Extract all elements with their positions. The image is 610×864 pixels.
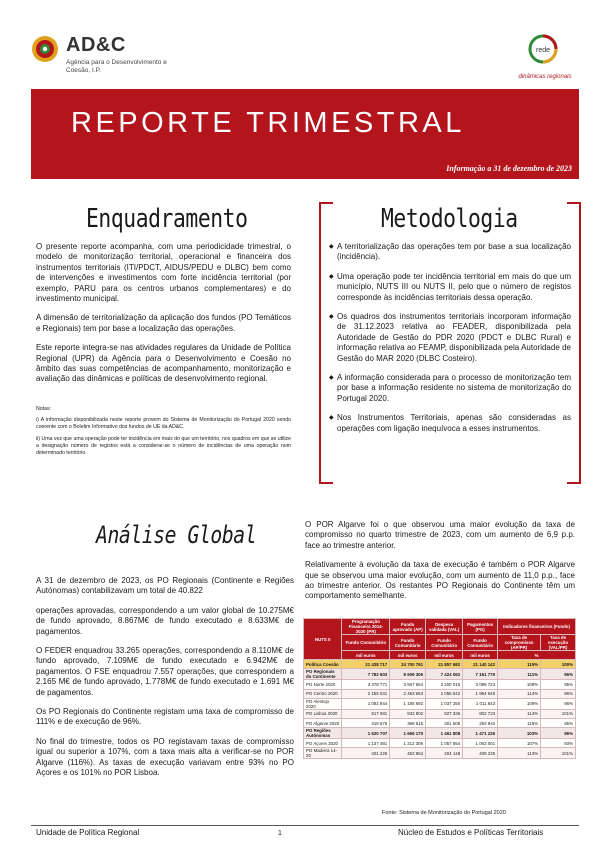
cell-taxa-execucao: 96% <box>541 698 576 709</box>
cell-programacao: 2 155 031 <box>342 689 390 698</box>
cell-validada: 404 148 <box>426 748 463 759</box>
adc-emblem-icon <box>30 34 60 64</box>
paragraph: O presente reporte acompanha, com uma periodicidade trimestral, o modelo de monitorização territorial, operacional e financeira dos instrumentos territoriais (ITI/PDCT, AIDUS/PEDU e DLBC) bem como de intervenções e investimentos com forte incidência territorial (por exemplo, PARU para os centros urbanos complementares) e do investimento municipal. <box>36 242 291 304</box>
cell-pagamentos: 408 225 <box>463 748 498 759</box>
subheader-rate-compromisso: Taxa de compromisso (AP/PR) <box>498 635 541 651</box>
row-name: PO Regionais do Continente <box>304 669 342 680</box>
cell-pagamentos: 292 943 <box>463 718 498 727</box>
cell-aprovado: 1 666 170 <box>390 728 426 739</box>
financial-indicators-table <box>303 618 576 759</box>
subheader-fc: Fundo Comunitário <box>426 635 463 651</box>
rede-emblem-icon <box>528 34 558 64</box>
cell-taxa-compromisso: 109% <box>498 680 541 689</box>
cell-validada: 1 057 654 <box>426 739 463 748</box>
paragraph: O FEDER enquadrou 33.265 operações, correspondendo a 8.110M€ de fundo aprovado, 7.109M€ de fundo executado e 6.942M€ de pagamentos. O FSE enquadrou 7.557 operações, que correspondem a 2.165 M€ de fundo aprovado, 1.778M€ de fundo executado e 1.691 M€ de pagamentos. <box>36 646 294 697</box>
cell-aprovado: 369 515 <box>390 718 426 727</box>
cell-taxa-compromisso: 113% <box>498 748 541 759</box>
footer-left: Unidade de Política Regional <box>36 828 140 837</box>
cell-programacao: 318 676 <box>342 718 390 727</box>
list-item: ◆ A territorialização das operações tem por base a sua localização (incidência). <box>329 242 571 262</box>
cell-validada: 7 424 062 <box>426 669 463 680</box>
cell-validada: 3 200 015 <box>426 680 463 689</box>
unit-label: mil euros <box>342 651 390 660</box>
rede-logo <box>500 34 590 84</box>
paragraph: A 31 de dezembro de 2023, os PO Regionais (Continente e Regiões Autónomas) contabilizavam um total de 40.822 <box>36 576 294 596</box>
col-header-programacao: Programação Financeira 2014-2020 (PR) <box>342 619 390 635</box>
row-name: Política Coesão <box>304 660 342 669</box>
cell-programacao: 1 082 944 <box>342 698 390 709</box>
cell-pagamentos: 802 723 <box>463 709 498 718</box>
cell-pagamentos: 1 994 648 <box>463 689 498 698</box>
paragraph: Os PO Regionais do Continente registam uma taxa de compromisso de 111% e de execução de 96%. <box>36 707 294 727</box>
footer-divider <box>31 825 579 826</box>
diamond-bullet-icon: ◆ <box>329 375 334 382</box>
list-item: ◆ A informação considerada para o processo de monitorização tem por base a informação residente no sistema de monitorização do Portugal 2020. <box>329 373 571 403</box>
section-title-analise: Análise Global <box>96 521 257 549</box>
diamond-bullet-icon: ◆ <box>329 415 334 422</box>
notes-title: Notas: <box>36 406 51 412</box>
subheader-fc: Fundo Comunitário <box>390 635 426 651</box>
cell-validada: 1 461 808 <box>426 728 463 739</box>
subheader-fc: Fundo Comunitário <box>342 635 390 651</box>
unit-label: mil euros <box>463 651 498 660</box>
rede-wordmark: rede <box>535 47 551 54</box>
cell-aprovado: 8 609 306 <box>390 669 426 680</box>
note: ii) Uma vez que uma operação pode ter incidência em mais do que um território, nos quadros em que se utilize a designação número de registos está a considerar-se o número de incidências de uma operação num determinado território. <box>36 435 291 457</box>
cell-pagamentos: 1 471 226 <box>463 728 498 739</box>
col-header-pagamentos: Pagamentos (PG) <box>463 619 498 635</box>
list-item: ◆ Uma operação pode ter incidência territorial em mais do que um município, NUTS III ou NUTS II, pelo que o número de registos corresponde às incidências territoriais dessa operação. <box>329 271 571 302</box>
cell-aprovado: 2 463 653 <box>390 689 426 698</box>
table-row <box>304 689 576 698</box>
cell-aprovado: 24 700 791 <box>390 660 426 669</box>
cell-aprovado: 1 185 692 <box>390 698 426 709</box>
cell-taxa-compromisso: 114% <box>498 709 541 718</box>
row-name: PO Centro 2020 <box>304 689 342 698</box>
table-source: Fonte: Sistema de Monitorização do Portugal 2020 <box>382 810 506 816</box>
col-header-nuts: NUTS II <box>304 619 342 660</box>
cell-aprovado: 1 212 306 <box>390 739 426 748</box>
row-name: PO Algarve 2020 <box>304 718 342 727</box>
report-date: Informação a 31 de dezembro de 2023 <box>446 164 572 173</box>
table-body <box>304 660 576 759</box>
list-item: ◆ Os quadros dos instrumentos territoriais incorporam informação de 31.12.2023 relativa ao FEADER, disponibilizada pela Autoridade de Gestão do PDR 2020 (PDCT e DLBC Rural) e informação relativa ao FEAMP, disponibilizada pela Autoridade de Gestão do MAR 2020 (DLBC Costeiro). <box>329 312 571 363</box>
cell-validada: 827 336 <box>426 709 463 718</box>
table-unit-row <box>304 651 576 660</box>
cell-aprovado: 453 864 <box>390 748 426 759</box>
row-name: PO Açores 2020 <box>304 739 342 748</box>
row-name: PO Alentejo 2020 <box>304 698 342 709</box>
row-name: PO Norte 2020 <box>304 680 342 689</box>
cell-pagamentos: 1 011 643 <box>463 698 498 709</box>
cell-taxa-execucao: 96% <box>541 689 576 698</box>
col-header-indicadores: Indicadores financeiros (Fundo) <box>498 619 576 635</box>
unit-label: mil euros <box>390 651 426 660</box>
cell-taxa-compromisso: 103% <box>498 728 541 739</box>
cell-taxa-execucao: 100% <box>541 660 576 669</box>
table-row <box>304 680 576 689</box>
cell-taxa-execucao: 101% <box>541 709 576 718</box>
section-title-enquadramento: Enquadramento <box>86 204 248 234</box>
cell-taxa-execucao: 101% <box>541 748 576 759</box>
enquadramento-body <box>36 242 291 394</box>
cell-aprovado: 3 667 654 <box>390 680 426 689</box>
unit-label: mil euros <box>426 651 463 660</box>
cell-programacao: 401 226 <box>342 748 390 759</box>
table-row <box>304 660 576 669</box>
page-title: REPORTE TRIMESTRAL <box>71 107 465 139</box>
cell-taxa-execucao: 95% <box>541 718 576 727</box>
subheader-rate-execucao: Taxa de execução (VAL/PR) <box>541 635 576 651</box>
cell-taxa-execucao: 95% <box>541 680 576 689</box>
col-header-aprovado: Fundo aprovado (AP) <box>390 619 426 635</box>
diamond-bullet-icon: ◆ <box>329 273 334 280</box>
row-name: PO Madeira 14-20 <box>304 748 342 759</box>
cell-validada: 2 058 542 <box>426 689 463 698</box>
cell-taxa-execucao: 96% <box>541 669 576 680</box>
cell-programacao: 817 081 <box>342 709 390 718</box>
cell-aprovado: 932 802 <box>390 709 426 718</box>
table-row <box>304 728 576 739</box>
paragraph: O POR Algarve foi o que observou uma maior evolução da taxa de compromisso no quarto trimestre de 2023, com um aumento de 6,9 p.p. face ao trimestre anterior. <box>305 520 575 550</box>
table-subheader-row <box>304 635 576 651</box>
cell-programacao: 1 620 707 <box>342 728 390 739</box>
list-item: ◆ Nos Instrumentos Territoriais, apenas são consideradas as operações com ligação inequívoca a esses instrumentos. <box>329 413 571 433</box>
cell-programacao: 1 137 481 <box>342 739 390 748</box>
metodologia-list <box>329 242 571 443</box>
cell-taxa-execucao: 96% <box>541 728 576 739</box>
table-row <box>304 748 576 759</box>
diamond-bullet-icon: ◆ <box>329 244 334 250</box>
table-row <box>304 718 576 727</box>
metodologia-box <box>319 202 581 484</box>
cell-programacao: 21 438 717 <box>342 660 390 669</box>
cell-pagamentos: 7 161 779 <box>463 669 498 680</box>
rede-tagline: dinâmicas regionais <box>518 74 572 80</box>
analise-right-body <box>305 520 575 611</box>
paragraph: Relativamente à evolução da taxa de execução é também o POR Algarve que se observou uma maior evolução, com um aumento de 11,0 p.p., face ao trimestre anterior. Os restantes PO Regionais do Continente têm um comportamento semelhante. <box>305 560 575 601</box>
cell-taxa-compromisso: 116% <box>498 718 541 727</box>
notes <box>36 406 291 461</box>
analise-left-body <box>36 576 294 788</box>
cell-programacao: 3 378 771 <box>342 680 390 689</box>
cell-taxa-compromisso: 109% <box>498 698 541 709</box>
page-number: 1 <box>278 830 282 837</box>
cell-taxa-compromisso: 111% <box>498 669 541 680</box>
cell-taxa-compromisso: 114% <box>498 689 541 698</box>
subheader-fc: Fundo Comunitário <box>463 635 498 651</box>
cell-taxa-compromisso: 107% <box>498 739 541 748</box>
table-header-row <box>304 619 576 635</box>
col-header-validada: Despesa validada (VAL) <box>426 619 463 635</box>
table-row <box>304 739 576 748</box>
footer-right: Núcleo de Estudos e Políticas Territoriais <box>398 828 544 837</box>
paragraph: A dimensão de territorialização da aplicação dos fundos (PO Temáticos e Regionais) tem por base a localização das operações. <box>36 313 291 333</box>
org-subtitle: Agência para o Desenvolvimento e Coesão, I.P. <box>66 59 167 74</box>
paragraph: No final do trimestre, todos os PO registavam taxas de compromisso igual ou superior a 107%, com a taxa mais alta a verificar-se no POR Algarve (116%). As taxas de execução variavam entre 93% no PO Açores e os 101% no POR Lisboa. <box>36 736 294 778</box>
cell-pagamentos: 1 063 001 <box>463 739 498 748</box>
table-row <box>304 709 576 718</box>
table-row <box>304 698 576 709</box>
adc-logo <box>30 32 180 92</box>
note: i) A informação disponibilizada neste reporte provem do Sistema de Monitorização do Portugal 2020 sendo coerente com o Boletim Informativo dos fundos de UE da AD&C. <box>36 417 291 431</box>
cell-pagamentos: 21 140 142 <box>463 660 498 669</box>
cell-validada: 301 509 <box>426 718 463 727</box>
cell-taxa-execucao: 93% <box>541 739 576 748</box>
org-name: AD&C <box>66 34 126 56</box>
cell-taxa-compromisso: 115% <box>498 660 541 669</box>
paragraph: operações aprovadas, correspondendo a um valor global de 10.275M€ de fundo aprovado, 8.867M€ de fundo executado e 8.633M€ de pagamentos. <box>36 605 294 636</box>
paragraph: Este reporte integra-se nas atividades regulares da Unidade de Política Regional (UPR) da Agência para o Desenvolvimento e Coesão no âmbito das suas competências de acompanhamento, monitorização e avaliação das dinâmicas e políticas de desenvolvimento regional. <box>36 343 291 384</box>
row-name: PO Lisboa 2020 <box>304 709 342 718</box>
row-name: PO Regiões Autónomas <box>304 728 342 739</box>
diamond-bullet-icon: ◆ <box>329 314 334 321</box>
cell-programacao: 7 782 603 <box>342 669 390 680</box>
table-row <box>304 669 576 680</box>
cell-validada: 1 037 350 <box>426 698 463 709</box>
unit-label: % <box>498 651 576 660</box>
section-title-metodologia: Metodologia <box>381 204 518 234</box>
cell-validada: 21 857 682 <box>426 660 463 669</box>
title-banner <box>31 89 579 179</box>
cell-pagamentos: 3 089 723 <box>463 680 498 689</box>
